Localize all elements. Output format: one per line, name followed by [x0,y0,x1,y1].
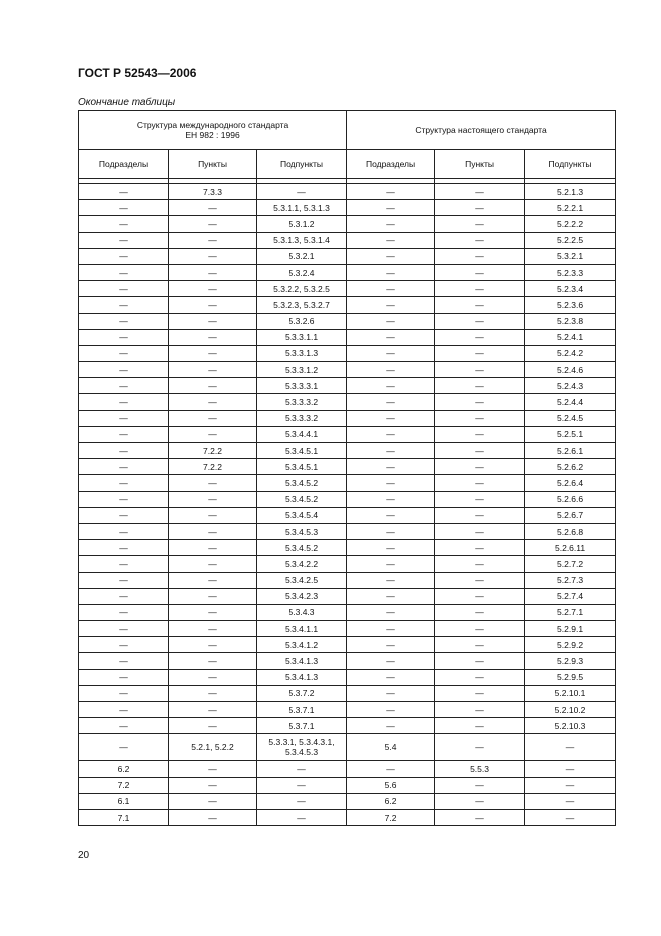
table-cell: — [435,637,525,653]
table-cell: — [169,761,257,777]
table-row [79,329,616,345]
table-cell: 5.2.2.2 [525,216,616,232]
table-row [79,653,616,669]
table-cell: — [169,540,257,556]
table-cell: — [347,378,435,394]
table-cell: — [169,793,257,809]
table-cell: 7.2 [347,809,435,825]
table-cell: 5.3.3.1.2 [257,362,347,378]
table-cell: — [347,184,435,200]
table-cell: 7.2.2 [169,459,257,475]
table-cell: — [79,523,169,539]
table-cell: — [435,329,525,345]
table-cell: — [435,702,525,718]
table-cell: 5.2.9.3 [525,653,616,669]
table-row [79,777,616,793]
table-cell: 5.3.4.2.3 [257,588,347,604]
table-cell: — [435,653,525,669]
table-cell: — [79,604,169,620]
table-cell: — [347,362,435,378]
table-cell: — [79,507,169,523]
group-header-current [347,111,616,150]
group-header-international-line1: Структура международного стандарта [136,120,289,130]
table-cell: — [525,777,616,793]
table-cell: — [169,378,257,394]
table-cell: 5.2.4.6 [525,362,616,378]
table-cell: 5.3.1.2 [257,216,347,232]
table-cell: 5.2.7.4 [525,588,616,604]
table-cell: — [435,809,525,825]
table-row [79,216,616,232]
table-row [79,734,616,761]
table-cell: — [347,264,435,280]
table-cell: — [435,491,525,507]
table-cell: — [79,281,169,297]
table-row [79,718,616,734]
table-cell: 5.2.9.5 [525,669,616,685]
table-cell: — [257,777,347,793]
table-cell: — [347,523,435,539]
column-header: Подразделы [79,150,169,179]
table-cell: — [79,362,169,378]
table-cell: — [169,653,257,669]
table-cell: 5.2.6.8 [525,523,616,539]
table-cell: — [525,734,616,761]
table-cell: — [347,281,435,297]
table-row [79,200,616,216]
table-cell: — [79,621,169,637]
table-cell: 5.3.4.2.5 [257,572,347,588]
table-cell: — [79,588,169,604]
table-row [79,410,616,426]
table-cell: — [347,232,435,248]
table-cell: — [525,793,616,809]
table-row [79,604,616,620]
column-header: Подразделы [347,150,435,179]
table-row [79,523,616,539]
table-cell: — [79,248,169,264]
table-cell: 5.3.4.5.3 [257,523,347,539]
table-cell: 5.2.1.3 [525,184,616,200]
table-cell: 5.2.9.1 [525,621,616,637]
table-row [79,761,616,777]
table-cell: — [169,507,257,523]
table-cell: — [435,394,525,410]
table-cell: — [435,604,525,620]
group-header-current-line1: Структура настоящего стандарта [415,125,547,135]
table-cell: — [435,540,525,556]
table-cell: — [79,475,169,491]
table-row [79,313,616,329]
table-cell: — [347,685,435,701]
table-row [79,540,616,556]
table-cell: — [169,718,257,734]
table-cell: — [169,426,257,442]
table-cell: — [347,459,435,475]
table-cell: — [347,410,435,426]
table-cell: — [79,345,169,361]
table-row [79,793,616,809]
table-cell: — [79,459,169,475]
table-cell: 5.2.6.11 [525,540,616,556]
table-cell: — [435,297,525,313]
table-cell: — [435,475,525,491]
table-cell: — [435,362,525,378]
table-cell: — [79,653,169,669]
table-cell: — [347,588,435,604]
table-cell: — [435,588,525,604]
table-cell: — [79,669,169,685]
table-cell: 5.6 [347,777,435,793]
table-row [79,362,616,378]
table-row [79,394,616,410]
table-row [79,556,616,572]
table-cell: 5.3.3.1.3 [257,345,347,361]
table-cell: 5.3.4.1.3 [257,653,347,669]
table-cell: 5.3.3.1, 5.3.4.3.1, 5.3.4.5.3 [257,734,347,761]
table-cell: 5.3.4.4.1 [257,426,347,442]
table-cell: — [435,507,525,523]
table-cell: — [347,702,435,718]
table-row [79,685,616,701]
table-cell: — [169,248,257,264]
table-cell: — [435,200,525,216]
column-header: Пункты [435,150,525,179]
table-cell: 5.3.1.1, 5.3.1.3 [257,200,347,216]
table-caption: Окончание таблицы [78,97,176,108]
table-cell: — [347,443,435,459]
table-cell: 5.2.7.3 [525,572,616,588]
table-cell: 5.2.10.2 [525,702,616,718]
table-cell: — [79,685,169,701]
table-cell: — [347,653,435,669]
table-row [79,491,616,507]
table-cell: 5.3.2.2, 5.3.2.5 [257,281,347,297]
table-cell: — [347,345,435,361]
table-cell: — [525,809,616,825]
table-cell: — [169,362,257,378]
table-cell: — [169,556,257,572]
table-cell: — [435,216,525,232]
page-number: 20 [78,850,90,861]
table-cell: 5.3.4.5.1 [257,443,347,459]
table-cell: 5.3.2.1 [525,248,616,264]
table-cell: 5.2.3.3 [525,264,616,280]
table-cell: 7.2.2 [169,443,257,459]
table-cell: 7.2 [79,777,169,793]
table-cell: — [169,345,257,361]
table-cell: 5.2.6.4 [525,475,616,491]
table-cell: 5.3.4.1.2 [257,637,347,653]
table-cell: 5.4 [347,734,435,761]
table-cell: — [79,572,169,588]
table-cell: 5.3.4.2.2 [257,556,347,572]
table-cell: — [79,734,169,761]
table-row [79,232,616,248]
table-row [79,426,616,442]
table-cell: — [347,216,435,232]
table-cell: 5.2.6.7 [525,507,616,523]
table-row [79,572,616,588]
table-cell: — [347,637,435,653]
table-cell: 5.2.4.1 [525,329,616,345]
table-cell: 5.2.6.1 [525,443,616,459]
table-cell: 5.2.2.1 [525,200,616,216]
table-cell: — [347,394,435,410]
table-cell: — [79,216,169,232]
table-cell: — [435,281,525,297]
table-cell: 5.2.7.1 [525,604,616,620]
table-cell: — [435,718,525,734]
table-cell: 5.2.4.3 [525,378,616,394]
column-header: Подпункты [257,150,347,179]
table-cell: — [169,637,257,653]
table-cell: — [79,637,169,653]
table-cell: — [169,410,257,426]
table-cell: — [435,264,525,280]
table-cell: — [79,491,169,507]
table-cell: 5.2.4.2 [525,345,616,361]
table-cell: — [169,702,257,718]
table-cell: — [347,426,435,442]
table-cell: 6.2 [79,761,169,777]
table-cell: — [257,809,347,825]
table-cell: 5.3.4.3 [257,604,347,620]
table-cell: — [435,459,525,475]
table-cell: — [169,329,257,345]
table-cell: 5.3.4.5.2 [257,475,347,491]
table-row [79,475,616,491]
table-cell: 5.3.3.3.2 [257,394,347,410]
table-cell: 5.2.5.1 [525,426,616,442]
table-cell: 5.3.4.5.2 [257,540,347,556]
table-cell: 5.3.2.3, 5.3.2.7 [257,297,347,313]
table-cell: 5.3.3.1.1 [257,329,347,345]
table-cell: — [257,761,347,777]
table-cell: — [347,669,435,685]
table-cell: — [79,443,169,459]
table-cell: — [435,378,525,394]
table-cell: — [347,621,435,637]
table-cell: 5.3.7.1 [257,702,347,718]
table-row [79,345,616,361]
table-body [79,184,616,826]
table-cell: 6.1 [79,793,169,809]
table-cell: — [79,540,169,556]
table-cell: 5.3.3.3.2 [257,410,347,426]
table-row [79,297,616,313]
table-cell: — [79,718,169,734]
table-cell: 5.2.7.2 [525,556,616,572]
table-cell: — [347,540,435,556]
table-cell: — [79,556,169,572]
table-row [79,507,616,523]
table-cell: — [435,793,525,809]
table-cell: — [169,604,257,620]
table-cell: — [169,588,257,604]
table-cell: — [169,809,257,825]
table-row [79,378,616,394]
table-cell: — [79,702,169,718]
table-cell: — [435,248,525,264]
table-cell: — [347,604,435,620]
table-cell: — [347,718,435,734]
table-cell: — [347,761,435,777]
table-row [79,248,616,264]
table-cell: — [169,621,257,637]
table-cell: — [79,410,169,426]
table-row [79,459,616,475]
table-cell: — [347,329,435,345]
table-cell: — [79,426,169,442]
group-header-international [79,111,347,150]
table-cell: 5.2.4.5 [525,410,616,426]
table-cell: — [435,556,525,572]
table-cell: — [79,200,169,216]
table-cell: — [435,184,525,200]
table-cell: — [347,297,435,313]
table-cell: 5.2.10.1 [525,685,616,701]
table-cell: — [79,329,169,345]
table-cell: 5.2.6.6 [525,491,616,507]
table-cell: — [169,216,257,232]
table-cell: — [169,281,257,297]
table-cell: — [79,313,169,329]
table-row [79,281,616,297]
table-cell: 5.2.1, 5.2.2 [169,734,257,761]
table-cell: 5.3.1.3, 5.3.1.4 [257,232,347,248]
table-cell: — [435,443,525,459]
table-cell: 5.2.10.3 [525,718,616,734]
table-cell: 5.3.7.1 [257,718,347,734]
table-cell: — [435,777,525,793]
table-cell: — [347,507,435,523]
table-cell: — [169,200,257,216]
table-cell: — [435,572,525,588]
table-cell: — [257,184,347,200]
group-header-international-line2: ЕН 982 : 1996 [185,130,240,140]
table-cell: — [169,523,257,539]
table-row [79,443,616,459]
table-cell: 5.3.4.5.4 [257,507,347,523]
table-cell: — [347,556,435,572]
table-cell: — [347,491,435,507]
table-cell: — [435,621,525,637]
column-header: Подпункты [525,150,616,179]
column-header: Пункты [169,150,257,179]
table-cell: 5.2.4.4 [525,394,616,410]
table-row [79,669,616,685]
table-cell: 5.3.2.1 [257,248,347,264]
table-cell: 7.3.3 [169,184,257,200]
table-row [79,184,616,200]
table-cell: — [79,232,169,248]
table-cell: 5.3.4.1.3 [257,669,347,685]
table-row [79,621,616,637]
table-row [79,264,616,280]
table-row [79,702,616,718]
table-cell: — [79,184,169,200]
table-row [79,588,616,604]
table-cell: — [525,761,616,777]
table-cell: 5.2.2.5 [525,232,616,248]
table-row [79,637,616,653]
table-cell: — [169,264,257,280]
table-cell: 5.3.7.2 [257,685,347,701]
table-cell: — [435,523,525,539]
table-cell: — [169,232,257,248]
table-cell: 5.2.3.4 [525,281,616,297]
table-cell: — [347,475,435,491]
table-cell: — [257,793,347,809]
table-cell: 5.2.9.2 [525,637,616,653]
table-cell: — [169,491,257,507]
document-title: ГОСТ Р 52543—2006 [78,66,197,80]
table-cell: — [435,345,525,361]
table-cell: 5.2.3.8 [525,313,616,329]
table-cell: — [79,394,169,410]
table-cell: — [435,685,525,701]
table-cell: 5.3.2.4 [257,264,347,280]
table-cell: 7.1 [79,809,169,825]
table-cell: — [169,669,257,685]
table-cell: 5.3.4.5.2 [257,491,347,507]
table-cell: — [169,475,257,491]
table-cell: — [347,248,435,264]
correspondence-table [78,110,616,826]
table-cell: — [79,297,169,313]
table-cell: — [347,572,435,588]
table-cell: — [435,734,525,761]
table-cell: — [169,777,257,793]
table-cell: — [435,426,525,442]
table-cell: 6.2 [347,793,435,809]
table-cell: — [79,378,169,394]
table-cell: 5.2.3.6 [525,297,616,313]
table-cell: — [347,313,435,329]
table-cell: 5.2.6.2 [525,459,616,475]
table-row [79,809,616,825]
table-cell: 5.3.2.6 [257,313,347,329]
table-cell: — [169,685,257,701]
table-cell: — [435,669,525,685]
table-cell: — [435,232,525,248]
table-cell: 5.3.4.1.1 [257,621,347,637]
table-cell: — [79,264,169,280]
table-cell: — [435,313,525,329]
table-cell: — [169,313,257,329]
table-cell: — [435,410,525,426]
table-cell: — [169,297,257,313]
table-cell: 5.5.3 [435,761,525,777]
table-cell: — [169,394,257,410]
table-cell: — [169,572,257,588]
table-cell: 5.3.3.3.1 [257,378,347,394]
table-cell: — [347,200,435,216]
table-cell: 5.3.4.5.1 [257,459,347,475]
